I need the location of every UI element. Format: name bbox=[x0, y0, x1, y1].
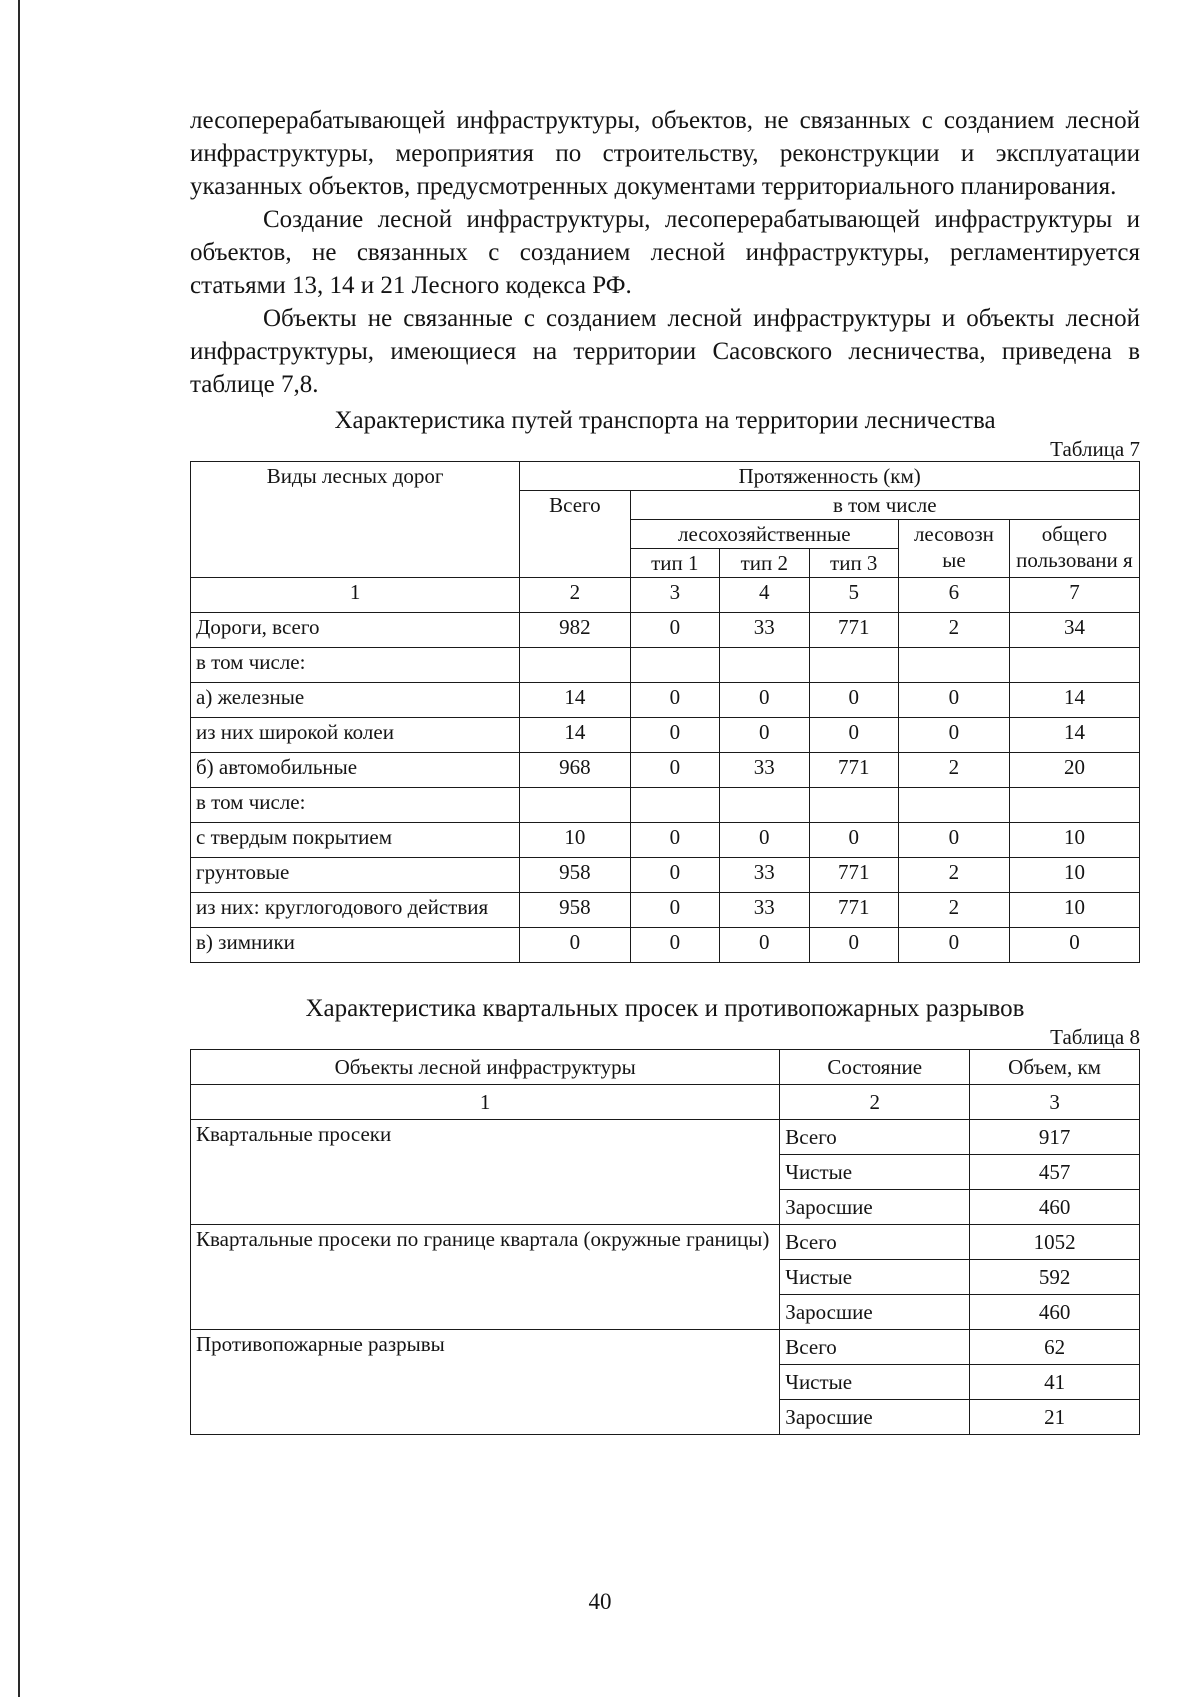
table-row bbox=[191, 648, 1140, 683]
value-cell: 33 bbox=[720, 858, 809, 893]
value-cell: 958 bbox=[520, 893, 630, 928]
column-number-row bbox=[191, 1085, 1140, 1120]
table-8-clearings bbox=[190, 1049, 1140, 1435]
value-cell: 33 bbox=[720, 613, 809, 648]
table-row bbox=[191, 823, 1140, 858]
column-number: 3 bbox=[970, 1085, 1140, 1120]
value-cell: 771 bbox=[809, 858, 898, 893]
value-cell bbox=[1009, 788, 1139, 823]
table7-label: Таблица 7 bbox=[1050, 437, 1140, 461]
value-cell: 771 bbox=[809, 753, 898, 788]
page-number: 40 bbox=[588, 1589, 612, 1614]
value-cell bbox=[720, 648, 809, 683]
value-cell: 0 bbox=[898, 718, 1009, 753]
value-cell bbox=[630, 788, 719, 823]
value-cell bbox=[898, 648, 1009, 683]
column-number: 7 bbox=[1009, 578, 1139, 613]
value-cell: 0 bbox=[720, 683, 809, 718]
header-timber: лесовозн ые bbox=[898, 520, 1009, 578]
object-cell: Квартальные просеки bbox=[191, 1120, 780, 1225]
value-cell bbox=[1009, 648, 1139, 683]
road-type-cell: грунтовые bbox=[191, 858, 520, 893]
road-type-cell: Дороги, всего bbox=[191, 613, 520, 648]
value-cell: 0 bbox=[630, 858, 719, 893]
value-cell bbox=[809, 648, 898, 683]
road-type-cell: б) автомобильные bbox=[191, 753, 520, 788]
value-cell: 0 bbox=[898, 823, 1009, 858]
state-cell: Всего bbox=[780, 1120, 970, 1155]
volume-cell: 21 bbox=[970, 1400, 1140, 1435]
state-cell: Заросшие bbox=[780, 1295, 970, 1330]
table8-label: Таблица 8 bbox=[1050, 1025, 1140, 1049]
column-number: 6 bbox=[898, 578, 1009, 613]
value-cell: 0 bbox=[809, 683, 898, 718]
value-cell: 14 bbox=[520, 683, 630, 718]
road-type-cell: а) железные bbox=[191, 683, 520, 718]
object-cell: Квартальные просеки по границе квартала (окружные границы) bbox=[191, 1225, 780, 1330]
table8-caption: Характеристика квартальных просек и противопожарных разрывов bbox=[305, 995, 1025, 1022]
column-number: 5 bbox=[809, 578, 898, 613]
header-road-types: Виды лесных дорог bbox=[191, 462, 520, 578]
value-cell bbox=[720, 788, 809, 823]
value-cell: 0 bbox=[630, 893, 719, 928]
road-type-cell: из них: круглогодового действия bbox=[191, 893, 520, 928]
table-row bbox=[191, 1225, 1140, 1260]
scan-edge-line bbox=[18, 0, 20, 1697]
value-cell: 2 bbox=[898, 753, 1009, 788]
header-type3: тип 3 bbox=[809, 549, 898, 578]
column-number: 2 bbox=[520, 578, 630, 613]
road-type-cell: из них широкой колеи bbox=[191, 718, 520, 753]
value-cell bbox=[630, 648, 719, 683]
value-cell: 968 bbox=[520, 753, 630, 788]
table-row bbox=[191, 1120, 1140, 1155]
value-cell: 0 bbox=[809, 718, 898, 753]
road-type-cell: в) зимники bbox=[191, 928, 520, 963]
value-cell: 982 bbox=[520, 613, 630, 648]
value-cell: 0 bbox=[520, 928, 630, 963]
table-row bbox=[191, 1330, 1140, 1365]
paragraph-3: Объекты не связанные с созданием лесной инфраструктуры и объекты лесной инфраструктуры, имеющиеся на территории Сасовского лесничества, приведена в таблице 7,8. bbox=[190, 305, 1140, 398]
value-cell: 0 bbox=[630, 683, 719, 718]
volume-cell: 457 bbox=[970, 1155, 1140, 1190]
table-row bbox=[191, 753, 1140, 788]
road-type-cell: в том числе: bbox=[191, 788, 520, 823]
value-cell: 14 bbox=[520, 718, 630, 753]
table-row bbox=[191, 683, 1140, 718]
header-length: Протяженность (км) bbox=[520, 462, 1140, 491]
value-cell: 0 bbox=[720, 928, 809, 963]
table7-caption: Характеристика путей транспорта на территории лесничества bbox=[334, 407, 996, 434]
state-cell: Всего bbox=[780, 1225, 970, 1260]
column-number: 4 bbox=[720, 578, 809, 613]
volume-cell: 1052 bbox=[970, 1225, 1140, 1260]
value-cell: 0 bbox=[630, 753, 719, 788]
value-cell: 0 bbox=[809, 823, 898, 858]
road-type-cell: в том числе: bbox=[191, 648, 520, 683]
state-cell: Заросшие bbox=[780, 1190, 970, 1225]
state-cell: Чистые bbox=[780, 1260, 970, 1295]
table-row bbox=[191, 893, 1140, 928]
value-cell: 0 bbox=[1009, 928, 1139, 963]
column-number: 1 bbox=[191, 1085, 780, 1120]
header-type1: тип 1 bbox=[630, 549, 719, 578]
state-cell: Чистые bbox=[780, 1365, 970, 1400]
column-number-row bbox=[191, 578, 1140, 613]
value-cell bbox=[520, 648, 630, 683]
state-cell: Чистые bbox=[780, 1155, 970, 1190]
road-type-cell: с твердым покрытием bbox=[191, 823, 520, 858]
volume-cell: 460 bbox=[970, 1190, 1140, 1225]
volume-cell: 41 bbox=[970, 1365, 1140, 1400]
column-number: 2 bbox=[780, 1085, 970, 1120]
value-cell: 10 bbox=[520, 823, 630, 858]
value-cell: 14 bbox=[1009, 683, 1139, 718]
volume-cell: 62 bbox=[970, 1330, 1140, 1365]
paragraph-1: лесоперерабатывающей инфраструктуры, объектов, не связанных с созданием лесной инфраструктуры, мероприятия по строительству, реконструкции и эксплуатации указанных объектов, предусмотренных документами территориального планирования. bbox=[190, 107, 1140, 200]
paragraph-2: Создание лесной инфраструктуры, лесоперерабатывающей инфраструктуры и объектов, не связанных с созданием лесной инфраструктуры, регламентируется статьями 13, 14 и 21 Лесного кодекса РФ. bbox=[190, 206, 1140, 299]
object-cell: Противопожарные разрывы bbox=[191, 1330, 780, 1435]
table-row bbox=[191, 928, 1140, 963]
table-7-roads bbox=[190, 461, 1140, 963]
table-row bbox=[191, 788, 1140, 823]
value-cell: 771 bbox=[809, 893, 898, 928]
header-state: Состояние bbox=[780, 1050, 970, 1085]
value-cell: 0 bbox=[630, 928, 719, 963]
value-cell bbox=[898, 788, 1009, 823]
header-forestry: лесохозяйственные bbox=[630, 520, 898, 549]
state-cell: Всего bbox=[780, 1330, 970, 1365]
value-cell: 771 bbox=[809, 613, 898, 648]
value-cell bbox=[809, 788, 898, 823]
value-cell: 0 bbox=[720, 718, 809, 753]
header-total: Всего bbox=[520, 491, 630, 578]
volume-cell: 460 bbox=[970, 1295, 1140, 1330]
value-cell: 10 bbox=[1009, 858, 1139, 893]
value-cell: 0 bbox=[898, 683, 1009, 718]
value-cell: 0 bbox=[720, 823, 809, 858]
table-row bbox=[191, 718, 1140, 753]
table-row bbox=[191, 613, 1140, 648]
value-cell bbox=[520, 788, 630, 823]
value-cell: 958 bbox=[520, 858, 630, 893]
value-cell: 2 bbox=[898, 858, 1009, 893]
value-cell: 2 bbox=[898, 613, 1009, 648]
value-cell: 33 bbox=[720, 893, 809, 928]
column-number: 3 bbox=[630, 578, 719, 613]
value-cell: 0 bbox=[809, 928, 898, 963]
volume-cell: 917 bbox=[970, 1120, 1140, 1155]
volume-cell: 592 bbox=[970, 1260, 1140, 1295]
value-cell: 34 bbox=[1009, 613, 1139, 648]
table-row bbox=[191, 858, 1140, 893]
column-number: 1 bbox=[191, 578, 520, 613]
value-cell: 10 bbox=[1009, 893, 1139, 928]
value-cell: 2 bbox=[898, 893, 1009, 928]
value-cell: 10 bbox=[1009, 823, 1139, 858]
value-cell: 20 bbox=[1009, 753, 1139, 788]
document-page bbox=[190, 104, 1140, 1435]
value-cell: 0 bbox=[898, 928, 1009, 963]
value-cell: 14 bbox=[1009, 718, 1139, 753]
header-type2: тип 2 bbox=[720, 549, 809, 578]
header-including: в том числе bbox=[630, 491, 1139, 520]
value-cell: 0 bbox=[630, 718, 719, 753]
value-cell: 33 bbox=[720, 753, 809, 788]
header-objects: Объекты лесной инфраструктуры bbox=[191, 1050, 780, 1085]
header-public: общего пользовани я bbox=[1009, 520, 1139, 578]
value-cell: 0 bbox=[630, 823, 719, 858]
value-cell: 0 bbox=[630, 613, 719, 648]
header-volume: Объем, км bbox=[970, 1050, 1140, 1085]
state-cell: Заросшие bbox=[780, 1400, 970, 1435]
